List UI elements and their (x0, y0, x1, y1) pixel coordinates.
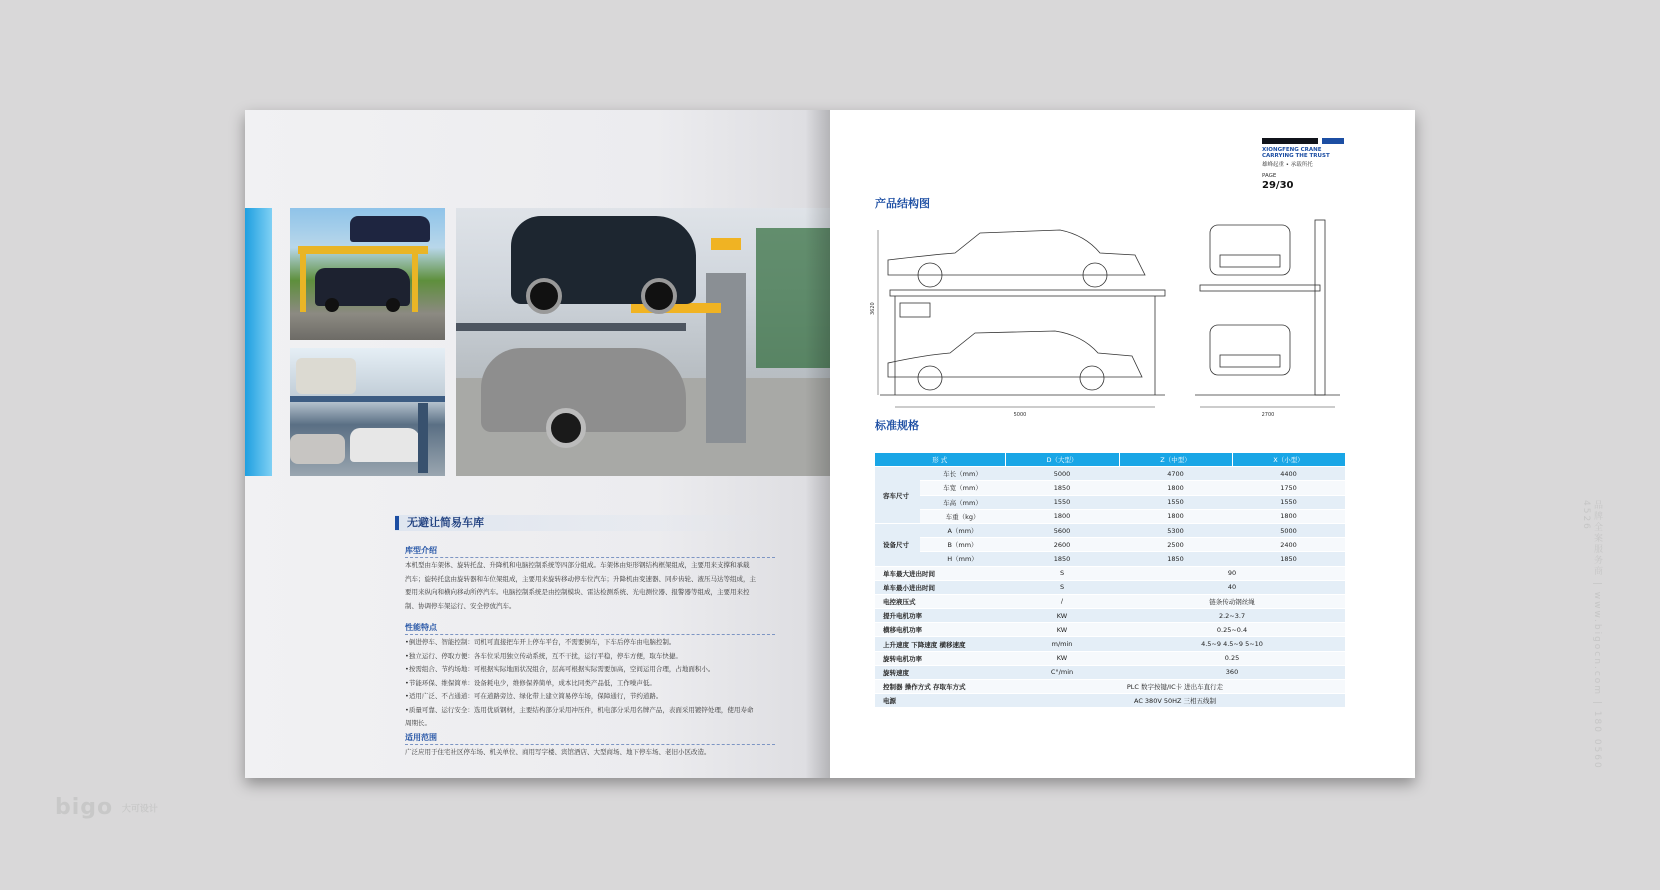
page-label: PAGE (1262, 173, 1277, 179)
cell-d: 1800 (1005, 509, 1119, 523)
cell-z: 1800 (1119, 481, 1232, 495)
table-row (875, 609, 1345, 623)
cell-z: 1550 (1119, 495, 1232, 509)
param-unit: KW (1005, 609, 1119, 623)
blue-accent-bar (245, 208, 272, 476)
col-header-x: X（小型） (1232, 453, 1345, 467)
cell-d: 5600 (1005, 523, 1119, 537)
feature-line: •节能环保、维保简单：设备耗电少，维修保养简单，成本比同类产品低，工作噪声低。 (405, 678, 656, 687)
table-row (875, 694, 1345, 708)
cell-z: 1800 (1119, 509, 1232, 523)
intro-line: 汽车；旋转托盘由旋转器和车位架组成，主要用来旋转移动停车位汽车；升降机由变速器、同步齿轮、液压马达等组成，主 (405, 574, 756, 583)
feature-line: 周期长。 (405, 719, 431, 727)
brand-bar-dark (1262, 138, 1318, 144)
table-row (875, 495, 1345, 509)
cell-z: 2500 (1119, 538, 1232, 552)
scope-heading: 适用范围 (405, 733, 437, 742)
table-row (875, 637, 1345, 651)
param-label: 单车最小进出时间 (875, 580, 1005, 594)
cell-x: 1550 (1232, 495, 1345, 509)
cell-d: 5000 (1005, 467, 1119, 481)
param-value: AC 380V 50HZ 三相五线制 (1005, 694, 1345, 708)
logo-cn: 大可设计 (121, 804, 158, 815)
section-title-bar (395, 516, 399, 530)
param-label: 提升电机功率 (875, 609, 1005, 623)
feature-line: •质量可靠、运行安全：选用优质钢材，主要结构部分采用冲压件，机电部分采用名牌产品，表面采用镀锌处理，使用寿命 (405, 705, 754, 714)
param-value: 40 (1119, 580, 1345, 594)
row-item: 车长（mm） (920, 467, 1005, 481)
cell-d: 1850 (1005, 481, 1119, 495)
col-header-z: Z（中型） (1119, 453, 1232, 467)
section-title (395, 515, 775, 531)
cell-z: 1850 (1119, 552, 1232, 566)
group-label: 容车尺寸 (875, 467, 920, 524)
feature-line: •适用广泛、不占通道：可在道路旁边、绿化带上建立简易停车场，保障通行，节约道路。 (405, 692, 663, 700)
watermark-logo (55, 795, 158, 820)
intro-heading: 库型介绍 (405, 546, 437, 555)
group-label: 设备尺寸 (875, 523, 920, 566)
param-value: 0.25 (1119, 651, 1345, 665)
param-value: 4.5~9 4.5~9 5~10 (1119, 637, 1345, 651)
cell-z: 5300 (1119, 523, 1232, 537)
structure-heading: 产品结构图 (875, 197, 930, 210)
dim-width-left: 5000 (1013, 412, 1027, 418)
table-row (875, 509, 1345, 523)
cell-z: 4700 (1119, 467, 1232, 481)
param-label: 上升速度 下降速度 横移速度 (875, 637, 1005, 651)
cell-d: 1850 (1005, 552, 1119, 566)
brand-slogan: CARRYING THE TRUST (1262, 153, 1330, 159)
table-row (875, 566, 1345, 580)
cell-d: 2600 (1005, 538, 1119, 552)
row-item: B（mm） (920, 538, 1005, 552)
param-unit: KW (1005, 651, 1119, 665)
brand-bar-blue (1322, 138, 1344, 144)
page-number: 29/30 (1262, 180, 1294, 191)
brochure-spread (245, 110, 1415, 778)
photo-parking-outdoor (290, 208, 445, 340)
side-view (878, 230, 1165, 407)
brand-cn: 雄峰起重 • 承载所托 (1262, 162, 1313, 168)
intro-divider (405, 557, 775, 558)
front-view (1195, 220, 1340, 407)
param-label: 单车最大进出时间 (875, 566, 1005, 580)
param-value: PLC 数字按键/IC卡 进出车直行走 (1005, 680, 1345, 694)
table-row (875, 481, 1345, 495)
structure-drawing (870, 215, 1350, 420)
param-label: 旋转电机功率 (875, 651, 1005, 665)
row-item: 车高（mm） (920, 495, 1005, 509)
intro-body (405, 559, 775, 613)
param-unit: S (1005, 566, 1119, 580)
photo-rotating-garage (456, 208, 830, 476)
spec-table (875, 453, 1346, 708)
dim-height: 3620 (870, 302, 876, 315)
right-page (830, 110, 1415, 778)
gutter-shadow (805, 110, 830, 778)
feature-line: •按需组合、节约场地：可根据实际地面状况组合，层高可根据实际需要加高，空间运用合理，占地面积小。 (405, 665, 715, 673)
param-value: 0.25~0.4 (1119, 623, 1345, 637)
param-label: 横移电机功率 (875, 623, 1005, 637)
spec-heading: 标准规格 (875, 419, 919, 432)
param-label: 旋转速度 (875, 665, 1005, 679)
param-unit: S (1005, 580, 1119, 594)
row-item: H（mm） (920, 552, 1005, 566)
side-watermark-text: 品牌全案服务商 | www.bigocn.com | 180 0560 4526 (1581, 500, 1602, 770)
features-body (405, 636, 775, 731)
row-item: A（mm） (920, 523, 1005, 537)
feature-line: •倒进停车、智能控制：司机可直接把车开上停车平台，不需要倒车，下车后停车由电脑控制。 (405, 638, 676, 646)
table-row (875, 680, 1345, 694)
brand-name: XIONGFENG CRANE (1262, 147, 1322, 153)
param-label: 控制器 操作方式 存取车方式 (875, 680, 1005, 694)
table-row (875, 651, 1345, 665)
param-value: 链条传动钢丝绳 (1119, 594, 1345, 608)
row-item: 车重（kg） (920, 509, 1005, 523)
param-unit: KW (1005, 623, 1119, 637)
cell-x: 2400 (1232, 538, 1345, 552)
brand-block (1262, 138, 1346, 208)
scope-body (405, 746, 775, 760)
dim-width-right: 2700 (1261, 412, 1275, 418)
col-header-d: D（大型） (1005, 453, 1119, 467)
table-row (875, 665, 1345, 679)
cell-d: 1550 (1005, 495, 1119, 509)
photo-parking-van (290, 348, 445, 476)
col-header-form: 形 式 (875, 453, 1005, 467)
table-row (875, 594, 1345, 608)
cell-x: 1850 (1232, 552, 1345, 566)
param-label: 电源 (875, 694, 1005, 708)
param-value: 2.2~3.7 (1119, 609, 1345, 623)
cell-x: 5000 (1232, 523, 1345, 537)
cell-x: 4400 (1232, 467, 1345, 481)
intro-line: 要用来纵向和横向移动所停汽车。电脑控制系统是由控制模块、雷达检测系统、光电测位器、报警器等组成，主要用来控 (405, 588, 750, 596)
logo-latin: bigo (55, 795, 114, 820)
intro-line: 本机型由车架体、旋转托盘、升降机和电脑控制系统等四部分组成。车架体由矩形钢结构框架组成，主要用来支撑和承载 (405, 561, 750, 569)
scope-divider (405, 744, 775, 745)
feature-line: •独立运行、停取方便：各车位采用独立传动系统，互不干扰，运行平稳，停车方便，取车快捷。 (405, 651, 682, 660)
section-title-text: 无避让简易车库 (407, 516, 484, 529)
param-label: 电控液压式 (875, 594, 1005, 608)
param-unit: / (1005, 594, 1119, 608)
param-value: 90 (1119, 566, 1345, 580)
intro-line: 制、协调停车架运行、安全停放汽车。 (405, 601, 516, 610)
table-row (875, 467, 1345, 481)
scope-line: 广泛应用于住宅社区停车场、机关单位、商用写字楼、宾馆酒店、大型商场、地下停车场、老旧小区改造。 (405, 748, 711, 756)
spec-header-row (875, 453, 1345, 467)
cell-x: 1750 (1232, 481, 1345, 495)
param-value: 360 (1119, 665, 1345, 679)
features-divider (405, 634, 775, 635)
features-heading: 性能特点 (405, 623, 437, 632)
table-row (875, 538, 1345, 552)
table-row (875, 552, 1345, 566)
param-unit: m/min (1005, 637, 1119, 651)
row-item: 车宽（mm） (920, 481, 1005, 495)
left-page (245, 110, 830, 778)
table-row (875, 523, 1345, 537)
table-row (875, 623, 1345, 637)
param-unit: C°/min (1005, 665, 1119, 679)
table-row (875, 580, 1345, 594)
cell-x: 1800 (1232, 509, 1345, 523)
